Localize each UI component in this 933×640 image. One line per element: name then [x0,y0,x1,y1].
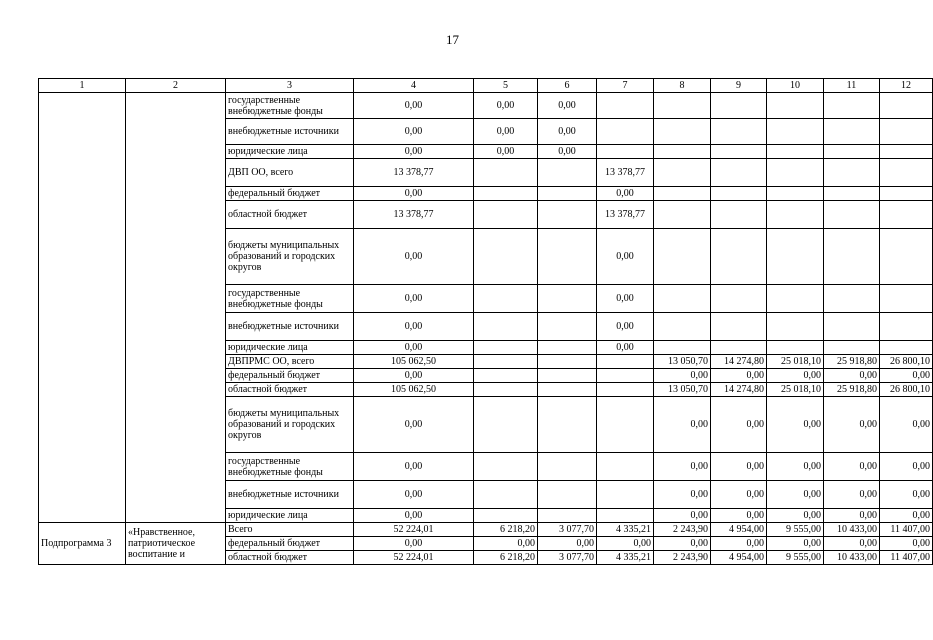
value-cell [880,187,933,201]
row-label: областной бюджет [226,551,354,565]
value-cell [538,481,597,509]
row-label: федеральный бюджет [226,369,354,383]
value-cell [654,145,711,159]
value-cell: 0,00 [824,369,880,383]
value-cell: 0,00 [354,313,474,341]
value-cell: 0,00 [354,369,474,383]
value-cell [880,201,933,229]
header-cell: 4 [354,79,474,93]
row-label: государственные внебюджетные фонды [226,93,354,119]
value-cell: 105 062,50 [354,355,474,369]
value-cell: 13 378,77 [597,159,654,187]
value-cell: 0,00 [711,481,767,509]
value-cell: 0,00 [654,397,711,453]
row-label: областной бюджет [226,201,354,229]
value-cell: 4 954,00 [711,523,767,537]
row-label: юридические лица [226,509,354,523]
value-cell [880,145,933,159]
value-cell: 0,00 [354,187,474,201]
value-cell [767,93,824,119]
value-cell: 0,00 [711,537,767,551]
value-cell [654,285,711,313]
row-label: ДВП ОО, всего [226,159,354,187]
value-cell: 0,00 [354,145,474,159]
row-label: внебюджетные источники [226,313,354,341]
value-cell: 14 274,80 [711,355,767,369]
row-label: бюджеты муниципальных образований и городских округов [226,229,354,285]
value-cell: 0,00 [597,341,654,355]
value-cell: 0,00 [711,369,767,383]
value-cell: 0,00 [654,369,711,383]
value-cell [711,285,767,313]
value-cell [597,453,654,481]
value-cell: 105 062,50 [354,383,474,397]
value-cell: 0,00 [711,509,767,523]
value-cell [538,355,597,369]
value-cell [474,509,538,523]
header-cell: 8 [654,79,711,93]
value-cell [538,187,597,201]
value-cell [538,313,597,341]
value-cell: 10 433,00 [824,551,880,565]
value-cell: 0,00 [711,453,767,481]
value-cell: 9 555,00 [767,523,824,537]
value-cell: 11 407,00 [880,523,933,537]
budget-table [38,78,933,565]
value-cell: 25 918,80 [824,355,880,369]
value-cell: 0,00 [354,481,474,509]
value-cell: 0,00 [880,369,933,383]
value-cell [824,341,880,355]
value-cell: 0,00 [538,93,597,119]
value-cell [880,119,933,145]
value-cell [767,119,824,145]
value-cell: 0,00 [767,453,824,481]
value-cell [880,341,933,355]
value-cell: 0,00 [474,93,538,119]
value-cell [767,341,824,355]
value-cell: 4 335,21 [597,551,654,565]
value-cell: 0,00 [354,93,474,119]
value-cell: 0,00 [880,453,933,481]
value-cell: 0,00 [824,453,880,481]
value-cell [474,341,538,355]
value-cell: 11 407,00 [880,551,933,565]
value-cell [474,383,538,397]
value-cell [474,159,538,187]
value-cell [767,285,824,313]
value-cell [538,341,597,355]
value-cell [824,201,880,229]
value-cell [824,285,880,313]
value-cell: 0,00 [474,119,538,145]
blank-cell [39,93,126,523]
value-cell [654,93,711,119]
value-cell [654,313,711,341]
value-cell: 0,00 [880,537,933,551]
value-cell: 0,00 [654,509,711,523]
page-number: 17 [446,32,459,47]
value-cell: 13 050,70 [654,383,711,397]
value-cell: 0,00 [654,537,711,551]
value-cell [474,369,538,383]
value-cell: 0,00 [354,509,474,523]
value-cell: 6 218,20 [474,551,538,565]
value-cell: 2 243,90 [654,551,711,565]
value-cell [474,201,538,229]
value-cell: 26 800,10 [880,355,933,369]
value-cell [711,313,767,341]
value-cell [767,201,824,229]
value-cell [880,93,933,119]
value-cell [538,159,597,187]
row-label: внебюджетные источники [226,481,354,509]
value-cell: 3 077,70 [538,523,597,537]
value-cell: 0,00 [654,481,711,509]
value-cell: 0,00 [354,285,474,313]
value-cell: 0,00 [654,453,711,481]
value-cell [767,159,824,187]
value-cell: 0,00 [354,119,474,145]
subprogram-name: «Нравственное, патриотическое воспитание и [126,523,226,565]
value-cell [474,481,538,509]
value-cell: 0,00 [767,537,824,551]
value-cell: 0,00 [538,537,597,551]
value-cell: 3 077,70 [538,551,597,565]
value-cell [597,119,654,145]
row-label: областной бюджет [226,383,354,397]
header-row [39,79,933,93]
value-cell: 0,00 [824,509,880,523]
value-cell: 0,00 [767,369,824,383]
value-cell [538,383,597,397]
value-cell: 0,00 [767,481,824,509]
value-cell [538,509,597,523]
value-cell: 0,00 [824,537,880,551]
value-cell [474,187,538,201]
value-cell [767,145,824,159]
table-row [39,93,933,119]
value-cell [880,229,933,285]
value-cell [824,93,880,119]
value-cell: 13 050,70 [654,355,711,369]
value-cell [654,187,711,201]
header-cell: 6 [538,79,597,93]
value-cell [824,159,880,187]
value-cell [880,159,933,187]
value-cell: 0,00 [824,397,880,453]
value-cell [654,159,711,187]
value-cell [538,369,597,383]
value-cell [654,229,711,285]
value-cell: 0,00 [354,341,474,355]
value-cell: 0,00 [538,119,597,145]
value-cell [538,229,597,285]
value-cell: 4 954,00 [711,551,767,565]
value-cell [597,145,654,159]
value-cell [654,201,711,229]
row-label: внебюджетные источники [226,119,354,145]
value-cell [880,313,933,341]
value-cell: 13 378,77 [597,201,654,229]
value-cell: 13 378,77 [354,159,474,187]
value-cell: 0,00 [880,481,933,509]
table-body [39,79,933,565]
value-cell [538,397,597,453]
value-cell [711,119,767,145]
value-cell [474,355,538,369]
value-cell [538,453,597,481]
value-cell: 52 224,01 [354,523,474,537]
header-cell: 10 [767,79,824,93]
value-cell: 0,00 [597,537,654,551]
header-cell: 9 [711,79,767,93]
value-cell [597,355,654,369]
value-cell [597,369,654,383]
value-cell: 0,00 [711,397,767,453]
value-cell [597,383,654,397]
value-cell: 2 243,90 [654,523,711,537]
row-label: федеральный бюджет [226,187,354,201]
row-label: ДВПРМС ОО, всего [226,355,354,369]
value-cell: 0,00 [354,229,474,285]
value-cell: 0,00 [767,509,824,523]
value-cell: 0,00 [597,285,654,313]
value-cell: 0,00 [597,187,654,201]
value-cell [597,397,654,453]
value-cell: 0,00 [767,397,824,453]
value-cell [711,93,767,119]
value-cell [824,313,880,341]
value-cell [597,481,654,509]
value-cell [474,229,538,285]
value-cell [597,509,654,523]
value-cell [654,119,711,145]
row-label: Всего [226,523,354,537]
value-cell [824,187,880,201]
row-label: государственные внебюджетные фонды [226,453,354,481]
value-cell [474,285,538,313]
value-cell: 0,00 [880,509,933,523]
value-cell: 0,00 [824,481,880,509]
blank-cell [126,93,226,523]
value-cell: 0,00 [474,537,538,551]
value-cell: 0,00 [538,145,597,159]
value-cell: 26 800,10 [880,383,933,397]
value-cell [767,313,824,341]
value-cell [711,187,767,201]
value-cell: 4 335,21 [597,523,654,537]
value-cell [711,229,767,285]
value-cell: 52 224,01 [354,551,474,565]
value-cell: 0,00 [597,313,654,341]
subprogram-code: Подпрограмма 3 [39,523,126,565]
value-cell [711,159,767,187]
value-cell: 0,00 [354,537,474,551]
row-label: бюджеты муниципальных образований и городских округов [226,397,354,453]
row-label: юридические лица [226,341,354,355]
value-cell [824,145,880,159]
value-cell [711,201,767,229]
value-cell [474,453,538,481]
value-cell [824,229,880,285]
value-cell [767,187,824,201]
value-cell: 0,00 [354,397,474,453]
value-cell [711,145,767,159]
value-cell: 0,00 [597,229,654,285]
value-cell [824,119,880,145]
row-label: юридические лица [226,145,354,159]
value-cell [474,313,538,341]
value-cell [538,201,597,229]
header-cell: 5 [474,79,538,93]
header-cell: 7 [597,79,654,93]
row-label: государственные внебюджетные фонды [226,285,354,313]
value-cell: 25 918,80 [824,383,880,397]
value-cell: 13 378,77 [354,201,474,229]
value-cell: 14 274,80 [711,383,767,397]
value-cell: 6 218,20 [474,523,538,537]
header-cell: 11 [824,79,880,93]
value-cell [767,229,824,285]
value-cell [880,285,933,313]
value-cell [538,285,597,313]
value-cell: 9 555,00 [767,551,824,565]
header-cell: 1 [39,79,126,93]
value-cell [597,93,654,119]
row-label: федеральный бюджет [226,537,354,551]
value-cell: 0,00 [354,453,474,481]
header-cell: 12 [880,79,933,93]
header-cell: 3 [226,79,354,93]
value-cell [654,341,711,355]
value-cell [711,341,767,355]
value-cell: 0,00 [474,145,538,159]
header-cell: 2 [126,79,226,93]
table-row [39,523,933,537]
value-cell [474,397,538,453]
value-cell: 0,00 [880,397,933,453]
value-cell: 10 433,00 [824,523,880,537]
value-cell: 25 018,10 [767,355,824,369]
value-cell: 25 018,10 [767,383,824,397]
